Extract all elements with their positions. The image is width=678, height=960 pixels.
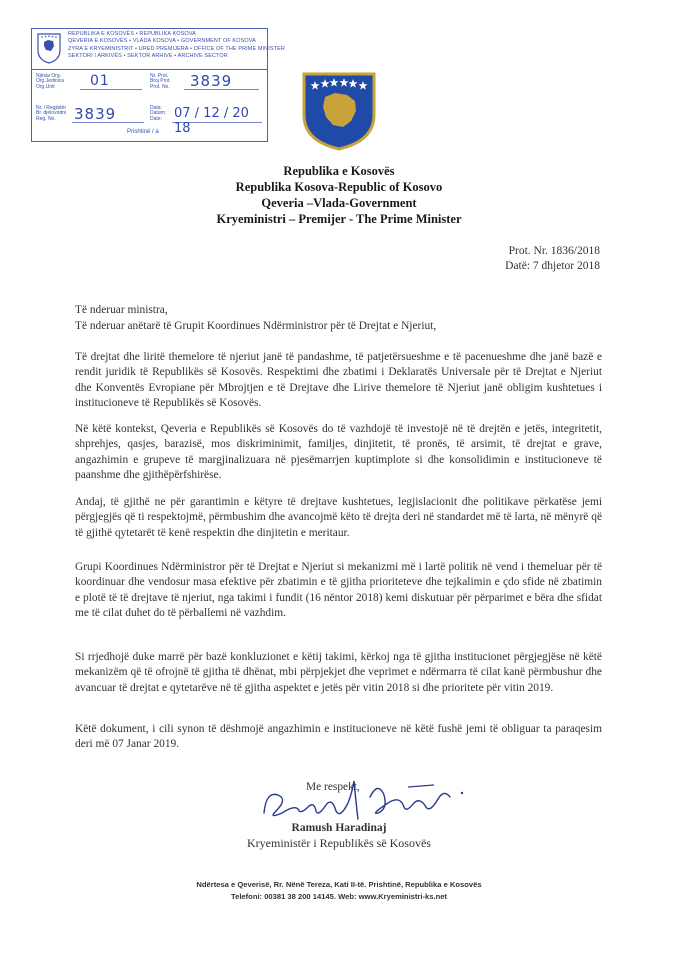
header-prime-minister: Kryeministri – Premijer - The Prime Minister — [216, 212, 462, 226]
stamp-label-line: Org.Jedinica — [36, 78, 65, 85]
protocol-number: Prot. Nr. 1836/2018 — [508, 245, 600, 257]
header-government: Qeveria –Vlada-Government — [261, 196, 417, 210]
stamp-header-line: SEKTORI I ARKIVËS • SEKTOR ARHIVE • ARCHIVE SECTOR — [68, 52, 228, 59]
stamp-header-line: ZYRA E KRYEMINISTRIT • URED PREMIJERA • OFFICE OF THE PRIME MINISTER — [68, 45, 285, 52]
stamp-label-line: Njësia Org. — [36, 73, 62, 79]
stamp-underline — [80, 89, 142, 90]
stamp-label-line: Prot. No. — [150, 83, 170, 90]
stamp-header-lines — [68, 31, 285, 60]
stamp-label-line: Nr. i Regjistër — [36, 105, 67, 111]
stamp-label-line: Datum: — [150, 110, 167, 117]
stamp-label-line: Data: — [150, 105, 162, 111]
footer-contact: Telefoni: 00381 38 200 14145. Web: www.Kryeministri-ks.net — [231, 892, 447, 901]
signatory-name: Ramush Haradinaj — [291, 822, 387, 834]
paragraph-context: Në këtë kontekst, Qeveria e Republikës së Kosovës do të vazhdojë të investojë në të drejtën e jetës, integritetit, shprehjes, qasjes, barazisë, mos diskriminimit, familjes, dinjitetit, të pronës, të arsimit, të drejtat e grave, angazhimin e grupeve të margjinalizuara në pjesëmarrjen kuptimplote si dhe konsolidimin e institucioneve të paanshme dhe gjithëpërfshirëse. — [75, 423, 602, 482]
closing-respect: Me respekt, — [306, 781, 360, 793]
stamp-label-line: Date: — [150, 115, 162, 122]
coat-of-arms-icon — [36, 32, 62, 64]
signatory-title: Kryeministër i Republikës së Kosovës — [247, 836, 431, 850]
kosovo-coat-of-arms-icon — [301, 71, 377, 151]
stamp-date-value: 07 / 12 / 20 18 — [174, 106, 249, 136]
stamp-header-line: REPUBLIKA E KOSOVËS • REPUBLIKA KOSOVA — [68, 31, 196, 37]
salutation-ministers: Të nderuar ministra, — [75, 304, 168, 316]
footer-address: Ndërtesa e Qeverisë, Rr. Nënë Tereza, Kati II-të. Prishtinë, Republika e Kosovës — [196, 880, 482, 889]
stamp-org-value: 01 — [90, 73, 110, 89]
archive-stamp — [31, 28, 285, 142]
stamp-label-line: Reg. No. — [36, 115, 56, 122]
stamp-seq-label — [36, 106, 66, 122]
stamp-prot-value: 3839 — [190, 72, 233, 90]
signatory — [0, 822, 678, 851]
stamp-label-line: Broj Prot. — [150, 78, 171, 85]
stamp-label-line: Nr. Prot. — [150, 73, 169, 79]
paragraph-rights: Të drejtat dhe liritë themelore të njeriut janë të pandashme, të patjetërsueshme e të pacenueshme dhe janë bazë e rendit juridik të Republikës së Kosovës. Respektimi dhe zbatimi i Deklaratës Universale për të Drejtat e Njeriut dhe Konventës Evropiane për Mbrojtjen e të Drejtave dhe Lirive themelore të Njeriut janë obligim kushtetues i institucioneve të Republikës së Kosovës. — [75, 351, 602, 410]
stamp-date-label — [150, 106, 166, 122]
stamp-city: Prishtinë / a — [127, 129, 159, 135]
paragraph-deadline: Këtë dokument, i cili synon të dëshmojë angazhimin e institucioneve në këtë fushë jemi të obliguar ta paraqesim deri më 07 Janar 2019. — [75, 723, 602, 751]
stamp-seq-value: 3839 — [74, 105, 117, 123]
stamp-header-line: QEVERIA E KOSOVËS • VLADA KOSOVA • GOVERNMENT OF KOSOVA — [68, 38, 256, 45]
document-date: Datë: 7 dhjetor 2018 — [505, 260, 600, 272]
stamp-label-line: Org.Unit — [36, 83, 55, 90]
stamp-org-label — [36, 74, 64, 90]
header-republic-multilingual: Republika Kosova-Republic of Kosovo — [235, 180, 443, 194]
paragraph-group: Grupi Koordinues Ndërministror për të Drejtat e Njeriut si mekanizmi më i lartë politik në vend i themeluar për të koordinuar dhe vendosur masa efektive për zbatimin e të gjitha prioriteteve dhe tejkalimin e çdo sfide në zbatimin e plotë të të drejtave të njeriut, nga takimi i fundit (16 nëntor 2018) kemi diskutuar për përparimet e bëra dhe sfidat me të cilat duhet do të përballemi në vazhdim. — [75, 561, 602, 620]
header-republic: Republika e Kosovës — [283, 164, 395, 178]
stamp-label-line: Br. djelovodni — [36, 110, 67, 117]
stamp-header — [32, 29, 285, 70]
stamp-prot-label — [150, 74, 171, 90]
paragraph-request: Si rrjedhojë duke marrë për bazë konkluzionet e këtij takimi, kërkoj nga të gjitha institucionet përgjegjëse në këtë mekanizëm që të ofrojnë të gjitha të dhënat, mbi përpjekjet dhe veprimet e ndërmarra të cilat kanë përmbushur dhe avancuar të drejtat e qytetarëve në të gjitha aspektet e jetës për vitin 2018 si dhe prioritete për vitin 2019. — [75, 651, 602, 694]
paragraph-guarantee: Andaj, të gjithë ne për garantimin e këtyre të drejtave kushtetues, legjislacionit dhe politikave përkatëse jemi përgjegjës që ti respektojmë, përmbushim dhe avancojmë këto të drejta deri në standardet më të larta, në mënyrë që të gjithë qytetarët të kenë respektin dhe dinjitetin e meritaur. — [75, 496, 602, 539]
salutation-members: Të nderuar anëtarë të Grupit Koordinues Ndërministror për të Drejtat e Njeriut, — [75, 320, 437, 332]
